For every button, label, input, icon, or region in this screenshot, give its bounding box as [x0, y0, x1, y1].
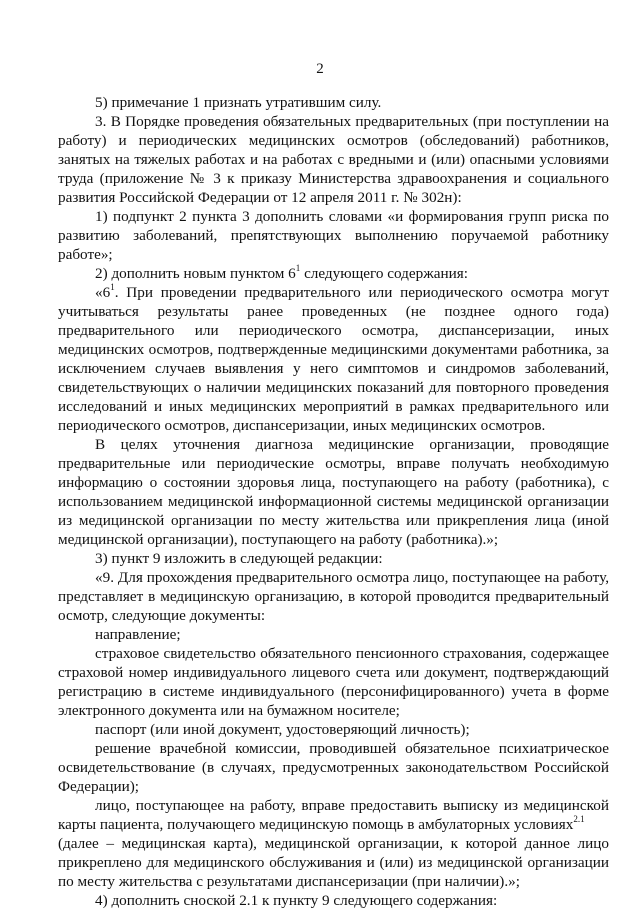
paragraph: 3. В Порядке проведения обязательных предварительных (при поступлении на работу) и периодических медицинских осмотров (обследований) работников, занятых на тяжелых работах и на работах с вредными и (или) опасными условиями труда (приложение № 3 к приказу Министерства здравоохранения и социального развития Российской Федерации от 12 апреля 2011 г. № 302н):: [58, 113, 609, 206]
paragraph-text: 2) дополнить новым пунктом 6: [95, 265, 296, 282]
paragraph: 5) примечание 1 признать утратившим силу.: [95, 94, 382, 111]
paragraph: 4) дополнить сноской 2.1 к пункту 9 следующего содержания:: [95, 892, 498, 909]
paragraph-text: «6: [95, 284, 111, 301]
paragraph-text: следующего содержания:: [300, 265, 468, 282]
paragraph: 1) подпункт 2 пункта 3 дополнить словами «и формирования групп риска по развитию заболеваний, препятствующих выполнению поручаемой работнику работе»;: [58, 208, 609, 263]
paragraph-text: . При проведении предварительного или периодического осмотра могут учитываться результаты ранее проведенных (не позднее одного года) предварительного или периодического осмотра, диспансеризации, иных медицинских осмотров, подтвержденные медицинскими документами работника, за исключением случаев выявления у него симптомов и синдромов заболеваний, свидетельствующих о наличии медицинских показаний для повторного проведения исследований и иных медицинских мероприятий в рамках предварительного или периодического осмотров, диспансеризации, иных медицинских осмотров.: [58, 284, 609, 434]
paragraph: паспорт (или иной документ, удостоверяющий личность);: [95, 721, 470, 738]
page-number: 2: [316, 61, 324, 77]
superscript: 2.1: [573, 813, 585, 824]
paragraph: [58, 796, 609, 834]
paragraph-text: лицо, поступающее на работу, вправе предоставить выписку из медицинской карты пациента, получающего медицинскую помощь в амбулаторных условиях: [58, 797, 609, 833]
paragraph: 3) пункт 9 изложить в следующей редакции:: [95, 550, 383, 567]
paragraph: [58, 264, 609, 283]
document-body: [58, 93, 609, 910]
paragraph: решение врачебной комиссии, проводившей обязательное психиатрическое освидетельствование (в случаях, предусмотренных законодательством Российской Федерации);: [58, 740, 609, 795]
paragraph: направление;: [95, 626, 181, 643]
paragraph: [58, 283, 609, 435]
superscript: 1: [110, 281, 115, 292]
paragraph: страховое свидетельство обязательного пенсионного страхования, содержащее страховой номер индивидуального лицевого счета или документ, подтверждающий регистрацию в системе индивидуального (персонифицированного) учета в форме электронного документа или на бумажном носителе;: [58, 645, 609, 719]
paragraph: В целях уточнения диагноза медицинские организации, проводящие предварительные или периодические осмотры, вправе получать необходимую информацию о состоянии здоровья лица, поступающего на работу (работника), с использованием медицинской информационной системы медицинской организации из медицинской организации по месту жительства или прикрепления лица (иной медицинской организации), поступающего на работу (работника).»;: [58, 436, 609, 548]
paragraph: (далее – медицинская карта), медицинской организации, к которой данное лицо прикреплено для медицинского обслуживания и (или) из медицинской организации по месту жительства с результатами диспансеризации (при наличии).»;: [58, 835, 609, 890]
paragraph: «9. Для прохождения предварительного осмотра лицо, поступающее на работу, представляет в медицинскую организацию, в которой проводится предварительный осмотр, следующие документы:: [58, 569, 609, 624]
superscript: 1: [295, 262, 301, 273]
